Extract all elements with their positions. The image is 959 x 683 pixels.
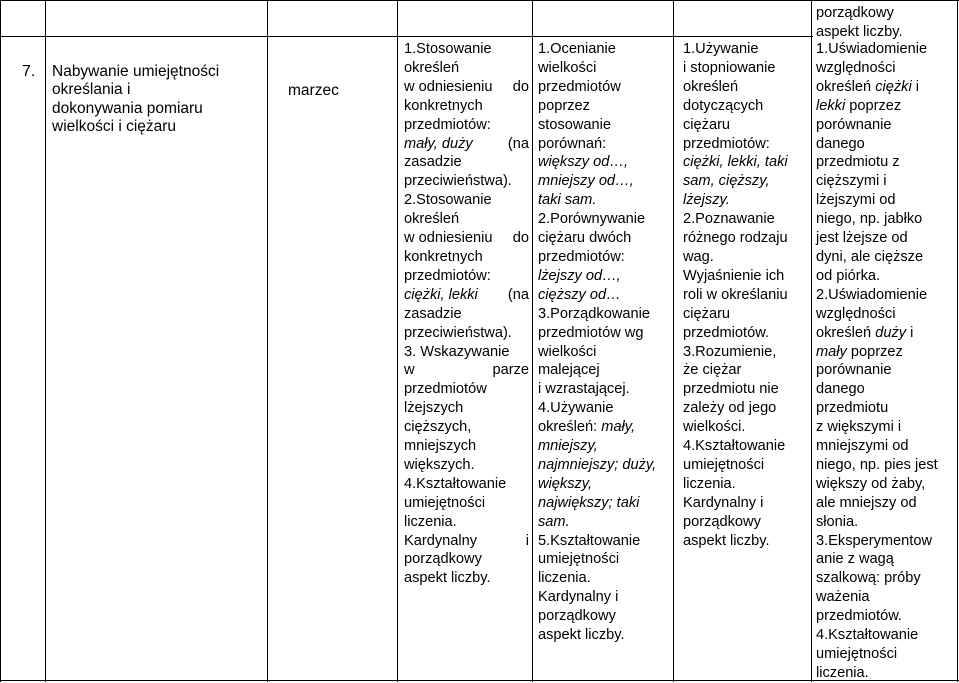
text-line: mniejszy od…, [538, 173, 634, 190]
text-segment: poprzez [845, 97, 902, 114]
text-line: liczenia. [404, 513, 457, 530]
text-line: liczenia. [538, 570, 591, 587]
topic-title [52, 63, 262, 136]
text-word: ciężki, lekki [404, 286, 478, 303]
text-line: niego, np. pies jest [816, 456, 938, 473]
text-line: 2.Uświadomienie [816, 286, 928, 303]
text-word: do [512, 78, 529, 95]
text-line [404, 229, 529, 248]
col-border-3 [267, 0, 268, 682]
text-line: sam, cięższy, [683, 173, 770, 190]
text-segment: lekki [816, 97, 846, 114]
text-line: liczenia. [816, 664, 869, 681]
text-line: przedmiotów: [404, 267, 491, 284]
text-line: niego, np. jabłko [816, 211, 923, 228]
text-line: Kardynalny i [683, 494, 764, 511]
text-line [816, 343, 956, 362]
topic-title-line: Nabywanie umiejętności [52, 63, 220, 80]
text-line: przeciwieństwa). [404, 173, 512, 190]
text-line: taki sam. [538, 192, 597, 209]
text-line: i wzrastającej. [538, 381, 630, 398]
text-line: porządkowy [683, 513, 761, 530]
text-line: umiejętności [683, 456, 765, 473]
text-line: większy od…, [538, 154, 629, 171]
text-line: przedmiotu [816, 400, 889, 417]
text-line: mniejszy, [538, 438, 598, 455]
text-line: malejącej [538, 362, 600, 379]
text-line: przeciwieństwa). [404, 324, 512, 341]
text-line: przedmiotów [404, 381, 487, 398]
text-line [404, 532, 529, 551]
table-top-border [0, 0, 959, 1]
text-segment: i [906, 324, 914, 341]
text-line: wielkości [538, 59, 597, 76]
text-line: wielkości. [683, 419, 746, 436]
text-line: roli w określaniu [683, 286, 788, 303]
text-segment: duży [875, 324, 907, 341]
text-line [404, 286, 529, 305]
text-line: 4.Kształtowanie [404, 475, 507, 492]
text-line: aspekt liczby. [816, 23, 903, 40]
text-segment: określeń: [538, 419, 602, 436]
text-line: przedmiotów. [816, 608, 902, 625]
text-line: różnego rodzaju [683, 230, 788, 247]
text-line: określeń [404, 211, 460, 228]
text-line: konkretnych [404, 97, 483, 114]
text-line: porządkowy [816, 5, 894, 21]
text-line: 3.Porządkowanie [538, 305, 650, 322]
text-line: 4.Kształtowanie [683, 438, 786, 455]
text-line: cięższy od… [538, 286, 621, 303]
text-line: 1.Ocenianie [538, 41, 616, 57]
text-line: określeń [404, 59, 460, 76]
text-word: parze [492, 362, 529, 379]
text-line: zależy od jego [683, 400, 777, 417]
text-line: ciężki, lekki, taki [683, 154, 788, 171]
text-line: 2.Porównywanie [538, 211, 646, 228]
topic-title-line: określania i [52, 81, 131, 99]
expected-outcomes-column [816, 40, 956, 683]
text-line: porównanie [816, 362, 892, 379]
col-border-7 [811, 0, 812, 682]
text-line [404, 78, 529, 97]
text-line: stosowanie [538, 116, 612, 133]
content-column [404, 40, 529, 588]
text-line: aspekt liczby. [538, 627, 625, 644]
text-word: (na [507, 135, 529, 152]
text-line: ciężaru [683, 116, 731, 133]
text-line: 4.Używanie [538, 400, 614, 417]
text-line: 3.Rozumienie, [683, 343, 777, 360]
text-line: 3.Eksperymentow [816, 532, 932, 549]
text-word: w [404, 362, 415, 379]
text-line: porównań: [538, 135, 607, 152]
text-line: że ciężar [683, 362, 742, 379]
text-line: 1.Używanie [683, 41, 759, 57]
text-line [816, 97, 956, 116]
col-border-1 [0, 0, 1, 682]
text-segment: mały [816, 343, 847, 360]
text-line: zasadzie [404, 154, 462, 171]
text-line: lżejszymi od [816, 192, 896, 209]
text-line [404, 343, 529, 362]
text-line: lżejszych [404, 400, 464, 417]
text-word: w odniesieniu [404, 78, 493, 95]
col-border-6 [673, 0, 674, 682]
text-line: wag. [683, 248, 714, 265]
text-line: przedmiotów [538, 78, 621, 95]
text-line: przedmiotów: [404, 116, 491, 133]
text-line [538, 418, 668, 437]
text-line: 2.Poznawanie [683, 211, 775, 228]
row-number: 7. [22, 63, 36, 80]
text-line: 5.Kształtowanie [538, 532, 641, 549]
text-word: mały, duży [404, 135, 473, 152]
text-line: anie z wagą [816, 551, 894, 568]
col-border-5 [532, 0, 533, 682]
text-line: poprzez [538, 97, 590, 114]
text-line: najmniejszy; duży, [538, 456, 657, 473]
text-line: większy, [538, 475, 593, 492]
text-line: lżejszy. [683, 192, 730, 209]
text-line: jest lżejsze od [816, 230, 908, 247]
text-line: porządkowy [404, 551, 482, 568]
text-line: lżejszy od…, [538, 267, 621, 284]
text-line: cięższych, [404, 419, 472, 436]
text-line: przedmiotów: [683, 135, 770, 152]
text-line: 4.Kształtowanie [816, 627, 919, 644]
text-line: 1.Stosowanie [404, 41, 492, 57]
text-segment: ciężki [875, 78, 912, 95]
text-line: zasadzie [404, 305, 462, 322]
text-line: Kardynalny i [538, 589, 619, 606]
month-label: marzec [288, 82, 339, 99]
text-line: danego [816, 381, 865, 398]
text-line: określeń [683, 78, 739, 95]
text-line: z większymi i [816, 419, 902, 436]
text-word: Kardynalny [404, 532, 478, 549]
text-line: ale mniejszy od [816, 494, 917, 511]
text-line: ciężaru [683, 305, 731, 322]
text-line: Wyjaśnienie ich [683, 267, 785, 284]
text-line: dyni, ale cięższe [816, 248, 924, 265]
text-line: przedmiotu z [816, 154, 900, 171]
goals-column [683, 40, 805, 550]
text-line [404, 135, 529, 154]
continued-text [816, 4, 956, 42]
activities-column [538, 40, 668, 645]
text-line: 1.Uświadomienie [816, 41, 928, 57]
col-border-8 [957, 0, 958, 682]
topic-title-line: dokonywania pomiaru [52, 99, 203, 117]
text-line: aspekt liczby. [404, 570, 491, 587]
text-line [404, 361, 529, 380]
text-line: sam. [538, 513, 570, 530]
text-line: wielkości [538, 343, 597, 360]
text-line: umiejętności [538, 551, 620, 568]
text-word: 3. Wskazywanie [404, 343, 510, 360]
text-line: mniejszymi od [816, 438, 909, 455]
text-line: względności [816, 59, 896, 76]
text-line: większy od żaby, [816, 475, 926, 492]
text-line: przedmiotu nie [683, 381, 779, 398]
text-line: szalkową: próby [816, 570, 921, 587]
text-line: przedmiotów: [538, 248, 625, 265]
text-line: ważenia [816, 589, 870, 606]
text-line: dotyczących [683, 97, 764, 114]
text-line: cięższymi i [816, 173, 887, 190]
text-segment: określeń [816, 78, 876, 95]
text-line: mniejszych [404, 438, 477, 455]
text-line [816, 78, 956, 97]
text-segment: poprzez [846, 343, 903, 360]
text-line [816, 324, 956, 343]
text-segment: mały, [601, 419, 636, 436]
text-line: ciężaru dwóch [538, 230, 632, 247]
text-line: danego [816, 135, 865, 152]
text-line: większych. [404, 456, 475, 473]
col-border-4 [397, 0, 398, 682]
text-line: 2.Stosowanie [404, 192, 492, 209]
text-line: przedmiotów wg [538, 324, 644, 341]
text-line: liczenia. [683, 475, 736, 492]
text-word: (na [507, 286, 529, 303]
text-line: umiejętności [816, 646, 898, 662]
text-line: i stopniowanie [683, 59, 776, 76]
text-segment: określeń [816, 324, 876, 341]
text-line: względności [816, 305, 896, 322]
text-line: od piórka. [816, 267, 881, 284]
text-word: i [525, 532, 529, 549]
text-line: przedmiotów. [683, 324, 769, 341]
topic-title-line: wielkości i ciężaru [52, 117, 177, 135]
text-word: do [512, 230, 529, 247]
row-top-border [0, 36, 813, 37]
text-line: porządkowy [538, 608, 616, 625]
text-line: umiejętności [404, 494, 486, 511]
text-line: konkretnych [404, 248, 483, 265]
text-line: porównanie [816, 116, 892, 133]
text-line: słonia. [816, 513, 859, 530]
text-line: aspekt liczby. [683, 532, 770, 549]
col-border-2 [45, 0, 46, 682]
text-segment: i [911, 78, 920, 95]
text-word: w odniesieniu [404, 230, 493, 247]
text-line: największy; taki [538, 494, 640, 511]
